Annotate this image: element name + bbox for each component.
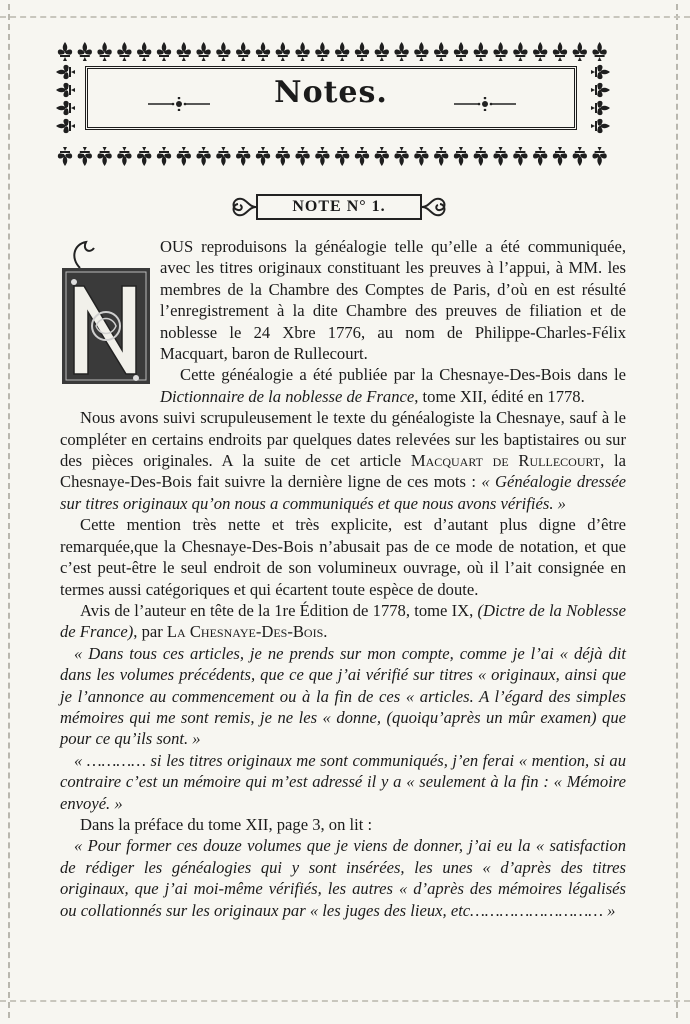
fleur-de-lis-icon (454, 147, 468, 166)
fleur-de-lis-icon (117, 42, 131, 61)
fleur-de-lis-icon (97, 147, 111, 166)
fleur-de-lis-icon (355, 42, 369, 61)
fleur-de-lis-icon (394, 147, 408, 166)
fleur-de-lis-icon (56, 65, 75, 79)
fleur-de-lis-icon (58, 147, 72, 166)
fleur-de-lis-icon (592, 42, 606, 61)
note-number-label: NOTE N° 1. (256, 194, 422, 220)
fleur-de-lis-icon (78, 42, 92, 61)
text-run: Nous avons suivi scrupuleusement le texte du généalogiste la Chesnaye, sauf à le compléter en certains endroits par quelques dates relevées sur les baptistaires ou sur des pièces originales. A la suite de cet article (60, 408, 626, 471)
fleur-de-lis-icon (591, 65, 610, 79)
fleur-de-lis-icon (513, 42, 527, 61)
text-run: , par (133, 622, 167, 642)
fleur-de-lis-icon (434, 147, 448, 166)
fleur-de-lis-icon (216, 42, 230, 61)
fleur-de-lis-icon (355, 147, 369, 166)
header-title-box (85, 66, 577, 130)
fleur-de-lis-icon (56, 119, 75, 133)
fleur-de-lis-icon (493, 147, 507, 166)
fleur-de-lis-icon (58, 42, 72, 61)
fleur-de-lis-icon (591, 83, 610, 97)
fleur-de-lis-icon (533, 147, 547, 166)
note-label-ornament (228, 190, 450, 230)
fleur-de-lis-icon (454, 42, 468, 61)
fleur-de-lis-icon (591, 101, 610, 115)
page-title: Notes. (274, 75, 388, 110)
bottom-crop-marks (0, 1000, 690, 1004)
fleur-de-lis-icon (394, 42, 408, 61)
right-flourish-icon (454, 97, 516, 111)
text-run: Cette généalogie a été publiée par la Chesnaye-Des-Bois dans le (180, 365, 626, 385)
top-crop-marks (0, 16, 690, 20)
paragraph-3 (60, 407, 626, 514)
dictionary-title: (Dictre de la Noblesse de France) (60, 600, 626, 642)
quotation: « Généalogie dressée sur titres originaux qu’on nous a communiqués et que nous avons vérifiés. » (60, 472, 626, 513)
fleur-de-lis-icon (56, 101, 75, 115)
fleur-de-lis-icon (434, 42, 448, 61)
fleur-de-lis-icon (474, 42, 488, 61)
fleur-de-lis-icon (315, 147, 329, 166)
fleur-de-lis-icon (315, 42, 329, 61)
fleur-de-lis-icon (295, 147, 309, 166)
drop-cap-n-icon (60, 238, 154, 388)
fleur-de-lis-icon (117, 147, 131, 166)
fleur-de-lis-icon (137, 147, 151, 166)
fleur-de-lis-icon (157, 147, 171, 166)
fleur-de-lis-icon (236, 147, 250, 166)
paragraph-5 (60, 600, 626, 643)
fleur-de-lis-icon (553, 147, 567, 166)
fleur-de-lis-icon (414, 147, 428, 166)
fleur-de-lis-icon (256, 42, 270, 61)
quote-3: « Pour former ces douze volumes que je viens de donner, j’ai eu la « satisfaction de rédiger les généalogies qui y sont insérées, les unes « d’après des titres originaux, que j’ai moi-même vérifiés, les autres « d’après des mémoires légalisés ou collationnés sur les originaux par « les juges des lieux, etc……………………… » (60, 836, 626, 920)
text-run: Avis de l’auteur en tête de la 1re Édition de 1778, tome IX, (80, 600, 478, 620)
author-quotes (60, 643, 626, 814)
fleur-de-lis-icon (533, 42, 547, 61)
fleur-de-lis-icon (276, 42, 290, 61)
fleur-de-lis-icon (553, 42, 567, 61)
fleur-de-lis-icon (375, 147, 389, 166)
fleur-de-lis-icon (276, 147, 290, 166)
fleur-de-lis-icon (335, 42, 349, 61)
quote-2: « ………… si les titres originaux me sont communiqués, j’en ferai « mention, si au contraire c’est un mémoire qui m’est adressé il y a « seulement à la fin : « Mémoire envoyé. » (60, 750, 626, 813)
paragraph-6: Dans la préface du tome XII, page 3, on lit : (80, 814, 373, 834)
fleur-de-lis-icon (157, 42, 171, 61)
fleur-de-lis-icon (375, 42, 389, 61)
header-ornament-band (55, 40, 611, 168)
preface-quote-block (60, 835, 626, 921)
fleur-de-lis-icon (335, 147, 349, 166)
fleur-de-lis-icon (592, 147, 606, 166)
author-name: La Chesnaye-Des-Bois. (166, 622, 328, 642)
right-scroll-icon (420, 192, 450, 222)
left-scroll-icon (228, 192, 258, 222)
fleur-de-lis-icon (196, 147, 210, 166)
fleur-de-lis-icon (474, 147, 488, 166)
fleur-de-lis-icon (196, 42, 210, 61)
fleur-de-lis-icon (177, 147, 191, 166)
text-run: , la Chesnaye-Des-Bois fait suivre la dernière ligne de ces mots : (60, 451, 626, 492)
fleur-de-lis-icon (56, 83, 75, 97)
fleur-de-lis-icon (97, 42, 111, 61)
family-name: Macquart de Rullecourt (410, 451, 601, 471)
fleur-de-lis-icon (573, 42, 587, 61)
note-body (60, 236, 626, 921)
fleur-de-lis-icon (216, 147, 230, 166)
fleur-de-lis-icon (573, 147, 587, 166)
quote-1: « Dans tous ces articles, je ne prends sur mon compte, comme je l’ai « déjà dit dans les volumes précédents, que ce que j’ai vérifié sur titres « originaux, ainsi que je l’annonce au commencement ou à la fin de ces « articles. A l’égard des simples mémoires qui me sont remis, je ne les « donne, (quoiqu’après un mûr examen) que pour ce qu’ils sont. » (60, 643, 626, 749)
fleur-de-lis-icon (295, 42, 309, 61)
fleur-de-lis-icon (137, 42, 151, 61)
fleur-de-lis-icon (177, 42, 191, 61)
dictionary-title: Dictionnaire de la noblesse de France (160, 386, 415, 406)
paragraph-4: Cette mention très nette et très explicite, est d’autant plus digne d’être remarquée,que la Chesnaye-Des-Bois n’abusait pas de ce mode de notation, et que c’est peut-être le seul endroit de son volumineux ouvrage, où il l’ait consignée en termes aussi catégoriques et qui écartent toute espèce de doute. (60, 515, 626, 599)
text-run: , tome XII, édité en 1778. (414, 386, 585, 406)
fleur-de-lis-icon (78, 147, 92, 166)
fleur-de-lis-icon (513, 147, 527, 166)
fleur-de-lis-icon (256, 147, 270, 166)
fleur-de-lis-icon (236, 42, 250, 61)
fleur-de-lis-icon (493, 42, 507, 61)
fleur-de-lis-icon (591, 119, 610, 133)
fleur-de-lis-icon (414, 42, 428, 61)
paragraph-1: OUS reproduisons la généalogie telle qu’elle a été communiquée, avec les titres originaux constituant les preuves à l’appui, à MM. les membres de la Chambre des Comptes de Paris, d’où en est résulté l’enregistrement à la dite Chambre des preuves de filiation et de noblesse le 24 Xbre 1776, au nom de Philippe-Charles-Félix Macquart, baron de Rullecourt. (160, 237, 626, 364)
